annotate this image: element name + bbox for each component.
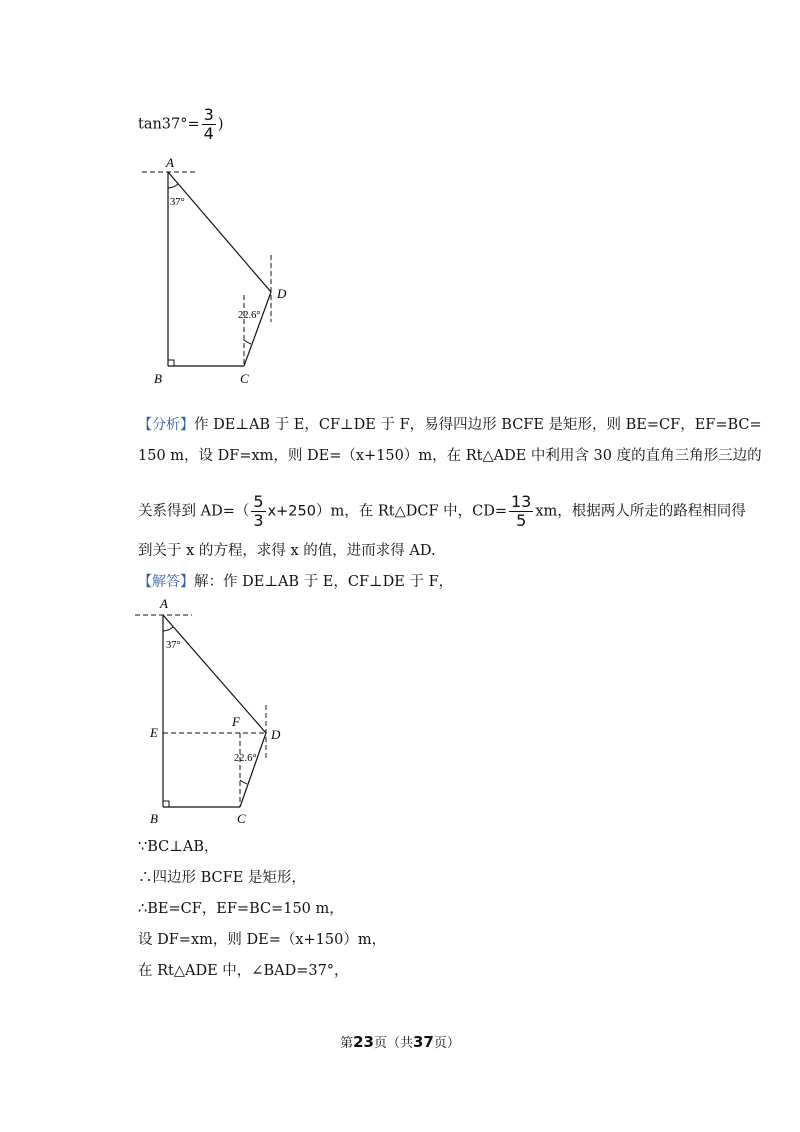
tan-prefix: tan37°= — [138, 116, 200, 133]
solution-step-text: 在 Rt△ADE 中，∠BAD=37°， — [138, 963, 349, 979]
answer-tag: 【解答】 — [138, 574, 194, 590]
segment-cd — [240, 733, 266, 807]
angle-arc-a — [163, 627, 173, 631]
angle-label-37: 37° — [170, 197, 185, 208]
analysis-text-3c: m，在 Rt△DCF 中，CD= — [330, 503, 507, 520]
solution-step-text: 设 DF=xm，则 DE=（x+150）m， — [138, 932, 387, 948]
footer-suffix: 页） — [433, 1036, 460, 1051]
label-a: A — [166, 155, 174, 170]
solution-step — [138, 961, 349, 981]
angle-arc-a — [168, 184, 178, 188]
analysis-text-2: 150 m，设 DF=xm，则 DE=（x+150）m，在 Rt△ADE 中利用含 30 度的直角三角形三边的 — [138, 448, 762, 464]
label-e: E — [150, 725, 158, 740]
analysis-line-3 — [138, 493, 746, 530]
label-d: D — [271, 727, 281, 742]
solution-step — [138, 930, 386, 950]
analysis-text-3b: x+250） — [267, 503, 331, 520]
solution-step — [138, 868, 306, 888]
total-pages: 37 — [413, 1033, 434, 1051]
analysis-line-2 — [138, 446, 762, 466]
fraction-three-quarters — [202, 106, 216, 143]
fraction-denominator: 3 — [253, 511, 264, 530]
angle-label-22-6: 22.6° — [234, 753, 257, 764]
footer-prefix: 第 — [340, 1036, 354, 1051]
analysis-text-4: 到关于 x 的方程，求得 x 的值，进而求得 AD. — [138, 543, 436, 559]
solution-step — [138, 899, 344, 919]
fraction-five-thirds — [251, 493, 265, 530]
segment-ad — [163, 615, 266, 733]
figure-1-diagram — [130, 150, 310, 390]
solution-step-text: ∵BC⊥AB， — [138, 839, 219, 855]
angle-label-37: 37° — [166, 640, 181, 651]
label-c: C — [240, 371, 249, 386]
analysis-text-3d: xm，根据两人所走的路程相同得 — [535, 503, 746, 520]
angle-label-22-6: 22.6° — [238, 310, 261, 321]
solution-step-text: ∴BE=CF，EF=BC=150 m， — [138, 901, 344, 917]
closing-paren: ) — [217, 116, 224, 133]
answer-line — [138, 572, 453, 592]
angle-arc-c — [244, 340, 251, 344]
fraction-denominator: 5 — [516, 511, 527, 530]
answer-intro: 解：作 DE⊥AB 于 E，CF⊥DE 于 F， — [194, 574, 454, 590]
fraction-numerator: 5 — [253, 492, 264, 511]
fraction-denominator: 4 — [203, 124, 214, 143]
page-footer — [0, 1032, 800, 1051]
label-a: A — [160, 596, 168, 611]
figure-2-diagram — [130, 590, 320, 835]
solution-step-text: ∴四边形 BCFE 是矩形， — [138, 870, 306, 886]
solution-step — [138, 837, 219, 857]
analysis-tag: 【分析】 — [138, 417, 194, 433]
right-angle-mark-b — [168, 360, 174, 366]
right-angle-mark-b — [163, 801, 169, 807]
label-c: C — [237, 811, 246, 826]
fraction-numerator: 3 — [203, 105, 214, 124]
label-b: B — [154, 371, 162, 386]
fraction-numerator: 13 — [510, 492, 532, 511]
analysis-text-1: 作 DE⊥AB 于 E，CF⊥DE 于 F，易得四边形 BCFE 是矩形，则 BE=CF，EF=BC= — [194, 417, 762, 433]
segment-ad — [168, 172, 271, 292]
analysis-text-3a: 关系得到 AD=（ — [138, 503, 250, 520]
tan-formula-line — [138, 106, 224, 143]
page-number: 23 — [353, 1033, 374, 1051]
label-b: B — [150, 811, 158, 826]
fraction-thirteen-fifths — [509, 493, 533, 530]
angle-arc-c — [240, 780, 247, 784]
label-d: D — [277, 286, 287, 301]
analysis-line-1 — [138, 415, 762, 435]
segment-cd — [244, 292, 271, 366]
footer-middle: 页（共 — [373, 1036, 413, 1051]
label-f: F — [232, 714, 240, 729]
analysis-line-4 — [138, 541, 436, 561]
